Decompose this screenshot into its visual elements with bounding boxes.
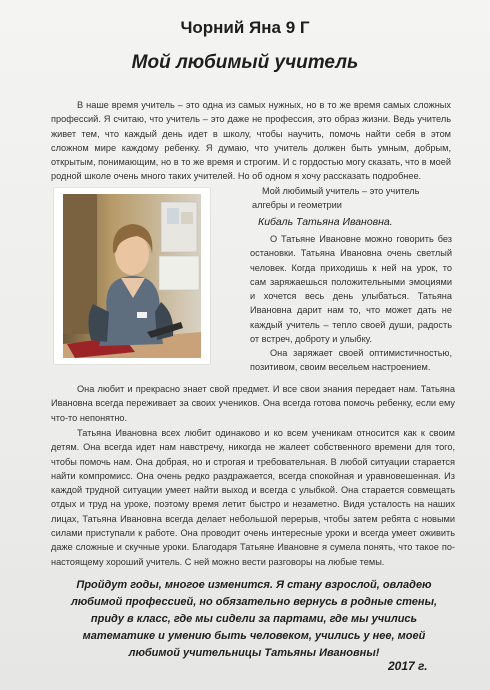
essay-title: Мой любимый учитель xyxy=(131,52,359,73)
conclusion-paragraph: Пройдут годы, многое изменится. Я стану взрослой, овладею любимой профессией, но обязательно вернусь в родные стены, приду в класс, где мы сидели за партами, где мы учились математике и умению быть человеком, учились у нее, моей любимой учительницы Татьяны Ивановны! xyxy=(70,579,438,659)
year-label: 2017 г. xyxy=(388,659,428,673)
author-heading: Чорний Яна 9 Г xyxy=(180,18,310,37)
caption-line-1: Мой любимый учитель – это учитель xyxy=(262,186,420,196)
intro-paragraph: В наше время учитель – это одна из самых нужных, но в то же время самых сложных профессий. Я считаю, что учитель – это даже не профессия, это образ жизни. Ведь учитель живет тем, что каждый день идет в школу, чтобы научить, помочь найти себя в этом сложном мире каждому ребенку. Я думаю, что учитель должен быть умным, добрым, открытым, понимающим, но в то же время и строгим. И с гордостью могу сказать, что в моей родной школе очень много таких учителей. Но об одном я хочу рассказать подробнее. xyxy=(51,100,451,182)
optimism-paragraph: Она заряжает своей оптимистичностью, позитивом, своим весельем настроением. xyxy=(250,348,452,373)
teacher-photo xyxy=(54,188,210,364)
caption-line-2: алгебры и геометрии xyxy=(252,200,342,210)
subject-paragraph: Она любит и прекрасно знает свой предмет. И все свои знания передает нам. Татьяна Ивановна всегда переживает за своих учеников. Она всегда готова помочь ребенку, если ему что-то непонятно. xyxy=(51,384,455,423)
character-paragraph: Татьяна Ивановна всех любит одинаково и ко всем ученикам относится как к своим детям. Она всегда идет нам навстречу, никогда не жалеет собственного времени для того, чтобы помочь нам. Она добрая, но и строгая и требовательная. В любой ситуации старается найти компромисс. Она очень редко раздражается, всегда спокойная и уравновешенная. Из каждой трудной ситуации умеет найти выход и всегда с улыбкой. Она старается совмещать отдых и труд на уроке, поэтому время летит быстро и незаметно. Видя усталость на наших лицах, Татьяна Ивановна всегда делает небольшой перерыв, чтобы затем ребята с новыми силами приступали к работе. Она проводит очень интересные уроки и всегда умеет оживить даже сложные и скучные уроки. Благодаря Татьяне Ивановне я сумела понять, что такое по-настоящему хороший учитель. С ней можно вести разговоры на любые темы. xyxy=(51,428,455,567)
teacher-name: Кибаль Татьяна Ивановна. xyxy=(258,216,393,228)
about-paragraph: О Татьяне Ивановне можно говорить без остановки. Татьяна Ивановна очень светлый человек. Когда приходишь к ней на урок, то сам заряжаешься положительными эмоциями и хочется весь день улыбаться. Татьяна Ивановна дарит нам то, что может дать не каждый учитель – тепло своей души, радость от встреч, доброту и улыбку. xyxy=(250,234,452,345)
teacher-portrait-image xyxy=(63,194,201,358)
